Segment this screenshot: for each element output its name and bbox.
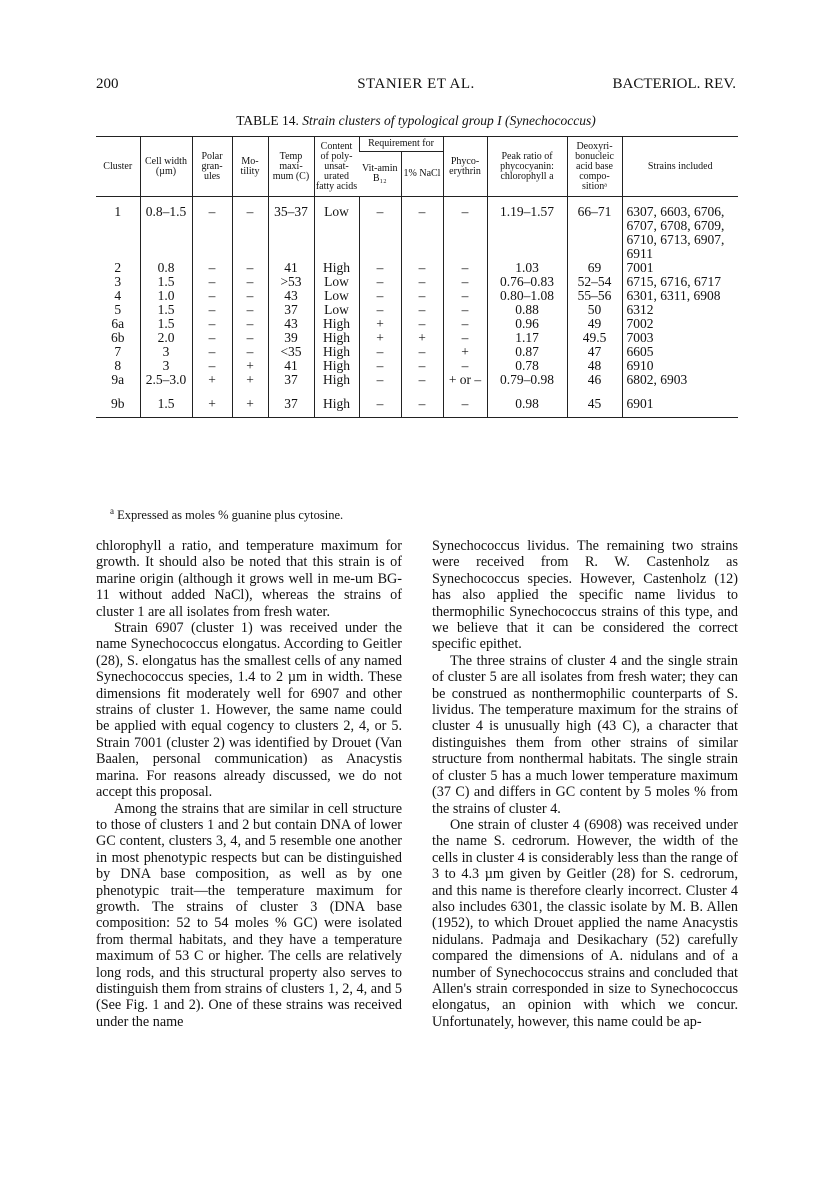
cell-cluster: 9b (96, 387, 140, 418)
cell-dna-composition: 49.5 (567, 331, 622, 345)
cell-polar-granules: – (192, 289, 232, 303)
cell-temp-max: 41 (268, 261, 314, 275)
cell-peak-ratio: 0.87 (487, 345, 567, 359)
cell-cluster: 9a (111, 372, 125, 387)
cell-cluster: 4 (114, 288, 122, 303)
cell-vitamin-b12: + (359, 331, 401, 345)
paragraph: Among the strains that are similar in cell structure to those of clusters 1 and 2 but contain DNA of lower GC content, clusters 3, 4, and 5 resemble one another in most phenotypic respects but can be distinguished by DNA base composition, as well as by one phenotypic trait—the temperature maximum for growth. The strains of cluster 3 (DNA base composition: 52 to 54 moles % GC) were isolated from thermal habitats, and they have a temperature maximum of 53 C or higher. The cells are relatively long rods, and this structural property also serves to distinguish them from strains of clusters 1, 2, 4, and 5 (See Fig. 1 and 2). One of these strains was received under the name (96, 800, 402, 1030)
cell-nacl: + (401, 331, 443, 345)
table-row (96, 331, 738, 345)
table-row (96, 387, 738, 418)
cell-cluster: 1 (114, 204, 122, 219)
cell-peak-ratio: 1.19–1.57 (487, 197, 567, 262)
cell-peak-ratio: 1.03 (487, 261, 567, 275)
cell-polar-granules: + (192, 387, 232, 418)
cell-nacl: – (401, 275, 443, 289)
cell-temp-max: 43 (268, 317, 314, 331)
cell-strains: 6802, 6903 (622, 373, 738, 387)
cell-temp-max: 41 (268, 359, 314, 373)
col-header-motility: Mo-tility (232, 137, 268, 197)
cell-motility: – (232, 197, 268, 262)
cell-phycoerythrin: – (443, 261, 487, 275)
cell-phycoerythrin: – (443, 317, 487, 331)
cell-temp-max: 39 (268, 331, 314, 345)
cell-cluster: 5 (114, 302, 122, 317)
cell-cluster: 7 (114, 344, 122, 359)
cell-cluster: 6a (111, 316, 125, 331)
cell-motility: – (232, 317, 268, 331)
paragraph: One strain of cluster 4 (6908) was received under the name S. cedrorum. However, the width of the cells in cluster 4 is considerably less than the range of 3 to 4.3 µm given by Geitler (28) for S. cedrorum, and this name is therefore clearly incorrect. Cluster 4 also includes 6301, the classic isolate by M. B. Allen (1952), to which Drouet applied the name Anacystis nidulans. Padmaja and Desikachary (52) carefully compared the dimensions of A. nidulans and of a number of Synechococcus strains and concluded that Allen's strain corresponded in size to Synechococcus elongatus, an opinion with which we concur. Unfortunately, however, this name could be ap- (432, 816, 738, 1030)
cell-cell-width: 0.8–1.5 (140, 197, 192, 262)
cell-strains: 7002 (622, 317, 738, 331)
cell-vitamin-b12: – (359, 373, 401, 387)
table-row (96, 197, 738, 262)
cell-nacl: – (401, 373, 443, 387)
table-row (96, 373, 738, 387)
cell-pufa: Low (314, 289, 359, 303)
table-row (96, 345, 738, 359)
table-row (96, 359, 738, 373)
running-header (96, 76, 736, 100)
cell-cluster: 6b (111, 330, 125, 345)
cell-cell-width: 1.5 (140, 387, 192, 418)
cell-dna-composition: 48 (567, 359, 622, 373)
cell-peak-ratio: 0.96 (487, 317, 567, 331)
cell-strains: 6715, 6716, 6717 (622, 275, 738, 289)
col-header-polar-granules: Polar gran-ules (192, 137, 232, 197)
table-row (96, 275, 738, 289)
cell-pufa: High (314, 345, 359, 359)
cell-vitamin-b12: – (359, 289, 401, 303)
page-number: 200 (96, 76, 119, 92)
cell-pufa: Low (314, 275, 359, 289)
cell-strains: 7001 (622, 261, 738, 275)
cell-dna-composition: 47 (567, 345, 622, 359)
cell-peak-ratio: 0.79–0.98 (487, 373, 567, 387)
cell-phycoerythrin: – (443, 303, 487, 317)
cell-pufa: High (314, 373, 359, 387)
running-authors: STANIER ET AL. (357, 76, 475, 92)
cell-strains: 6901 (622, 387, 738, 418)
cell-nacl: – (401, 197, 443, 262)
cell-cell-width: 0.8 (140, 261, 192, 275)
cell-polar-granules: – (192, 331, 232, 345)
cell-polar-granules: – (192, 261, 232, 275)
col-header-strains: Strains included (622, 137, 738, 197)
cell-peak-ratio: 0.88 (487, 303, 567, 317)
cell-motility: – (232, 345, 268, 359)
cell-polar-granules: + (192, 373, 232, 387)
col-header-nacl: 1% NaCl (401, 152, 443, 197)
col-header-dna-composition: Deoxyri-bonucleic acid base compo-sitionᵃ (567, 137, 622, 197)
cell-strains: 7003 (622, 331, 738, 345)
cell-cell-width: 2.0 (140, 331, 192, 345)
cell-phycoerythrin: – (443, 331, 487, 345)
cell-motility: – (232, 261, 268, 275)
cell-vitamin-b12: – (359, 345, 401, 359)
cell-motility: + (232, 373, 268, 387)
cell-vitamin-b12: – (359, 359, 401, 373)
cell-dna-composition: 66–71 (567, 197, 622, 262)
paragraph: The three strains of cluster 4 and the single strain of cluster 5 are all isolates from fresh water; they can be construed as nonthermophilic counterparts of S. lividus. The temperature maximum for the strains of cluster 4 is unusually high (43 C), a character that distinguishes them from other strains of similar structure from nonthermal habitats. The single strain of cluster 5 has a much lower temperature maximum (37 C) and differs in GC content by 5 moles % from the strains of cluster 4. (432, 652, 738, 817)
table-row (96, 303, 738, 317)
col-header-temp-max: Temp maxi-mum (C) (268, 137, 314, 197)
footnote-marker: a (110, 506, 114, 516)
cell-pufa: Low (314, 303, 359, 317)
cell-vitamin-b12: – (359, 197, 401, 262)
cell-temp-max: 37 (268, 303, 314, 317)
cell-temp-max: 43 (268, 289, 314, 303)
cell-pufa: High (314, 317, 359, 331)
cell-dna-composition: 52–54 (567, 275, 622, 289)
cell-strains: 6910 (622, 359, 738, 373)
cell-cell-width: 3 (140, 359, 192, 373)
cell-peak-ratio: 1.17 (487, 331, 567, 345)
cell-cluster: 8 (114, 358, 122, 373)
cell-dna-composition: 46 (567, 373, 622, 387)
cell-cell-width: 1.5 (140, 317, 192, 331)
cell-pufa: Low (314, 197, 359, 262)
col-header-vitamin-b12: Vit-amin B₁₂ (359, 152, 401, 197)
body-column-left (96, 538, 402, 1030)
cell-strains: 6312 (622, 303, 738, 317)
cell-motility: – (232, 275, 268, 289)
cell-polar-granules: – (192, 197, 232, 262)
cell-phycoerythrin: – (443, 289, 487, 303)
table-caption-title: Strain clusters of typological group I (Synechococcus) (302, 113, 596, 128)
cell-polar-granules: – (192, 317, 232, 331)
cell-cluster: 3 (114, 274, 122, 289)
cell-nacl: – (401, 345, 443, 359)
cell-peak-ratio: 0.76–0.83 (487, 275, 567, 289)
col-header-phycoerythrin: Phyco-erythrin (443, 137, 487, 197)
cell-cell-width: 3 (140, 345, 192, 359)
cell-phycoerythrin: + or – (443, 373, 487, 387)
cell-motility: – (232, 289, 268, 303)
cell-pufa: High (314, 387, 359, 418)
cell-vitamin-b12: – (359, 387, 401, 418)
table-caption-prefix: TABLE 14. (236, 113, 299, 128)
cell-cell-width: 2.5–3.0 (140, 373, 192, 387)
cell-vitamin-b12: – (359, 303, 401, 317)
col-header-cluster: Cluster (96, 137, 140, 197)
cell-peak-ratio: 0.80–1.08 (487, 289, 567, 303)
table-row (96, 289, 738, 303)
cell-cell-width: 1.0 (140, 289, 192, 303)
cell-phycoerythrin: + (443, 345, 487, 359)
table-row (96, 261, 738, 275)
cell-polar-granules: – (192, 303, 232, 317)
cell-vitamin-b12: – (359, 261, 401, 275)
cell-temp-max: 35–37 (268, 197, 314, 262)
table-caption (96, 113, 736, 129)
footnote-text: Expressed as moles % guanine plus cytosine. (117, 508, 344, 523)
paragraph: chlorophyll a ratio, and temperature maximum for growth. It should also be noted that this strain is of marine origin (although it grows well in me-um BG-11 without added NaCl), whereas the strains of cluster 1 are all isolates from fresh water. (96, 538, 402, 620)
journal-name: BACTERIOL. REV. (612, 76, 736, 92)
cell-dna-composition: 69 (567, 261, 622, 275)
cell-motility: + (232, 387, 268, 418)
cell-nacl: – (401, 387, 443, 418)
cell-phycoerythrin: – (443, 197, 487, 262)
cell-dna-composition: 45 (567, 387, 622, 418)
cell-cell-width: 1.5 (140, 275, 192, 289)
cell-nacl: – (401, 317, 443, 331)
cell-strains: 6307, 6603, 6706, 6707, 6708, 6709, 6710, 6713, 6907, 6911 (622, 197, 738, 262)
cell-polar-granules: – (192, 359, 232, 373)
cell-motility: + (232, 359, 268, 373)
cell-nacl: – (401, 303, 443, 317)
cell-pufa: High (314, 359, 359, 373)
table-row (96, 317, 738, 331)
cell-temp-max: 37 (268, 373, 314, 387)
cell-strains: 6605 (622, 345, 738, 359)
cell-dna-composition: 50 (567, 303, 622, 317)
cell-motility: – (232, 303, 268, 317)
cell-temp-max: <35 (268, 345, 314, 359)
cell-dna-composition: 55–56 (567, 289, 622, 303)
paragraph: Strain 6907 (cluster 1) was received under the name Synechococcus elongatus. According to Geitler (28), S. elongatus has the smallest cells of any named Synechococcus species, 1.4 to 2 µm in width. These dimensions fit moderately well for 6907 and other strains of cluster 1. However, the same name could be applied with equal cogency to clusters 2, 4, or 5. Strain 7001 (cluster 2) was identified by Drouet (Van Baalen, personal communication) as Anacystis marina. For reasons already discussed, we do not accept this proposal. (96, 620, 402, 801)
cell-peak-ratio: 0.98 (487, 387, 567, 418)
col-header-requirement: Requirement for (359, 137, 443, 152)
cell-phycoerythrin: – (443, 359, 487, 373)
body-column-right (432, 538, 738, 1030)
cell-nacl: – (401, 289, 443, 303)
cell-pufa: High (314, 331, 359, 345)
cell-motility: – (232, 331, 268, 345)
cell-polar-granules: – (192, 275, 232, 289)
cell-temp-max: 37 (268, 387, 314, 418)
cell-phycoerythrin: – (443, 275, 487, 289)
cell-pufa: High (314, 261, 359, 275)
cell-cell-width: 1.5 (140, 303, 192, 317)
strain-clusters-table (96, 136, 738, 418)
cell-polar-granules: – (192, 345, 232, 359)
table-footnote (110, 506, 343, 523)
paragraph: Synechococcus lividus. The remaining two strains were received from R. W. Castenholz as Synechococcus species. However, Castenholz (12) has also applied the specific name lividus to thermophilic Synechococcus strains of this type, and we believe that it can be considered the correct specific epithet. (432, 538, 738, 653)
cell-peak-ratio: 0.78 (487, 359, 567, 373)
cell-vitamin-b12: + (359, 317, 401, 331)
cell-phycoerythrin: – (443, 387, 487, 418)
cell-temp-max: >53 (268, 275, 314, 289)
cell-vitamin-b12: – (359, 275, 401, 289)
cell-nacl: – (401, 261, 443, 275)
col-header-cell-width: Cell width (µm) (140, 137, 192, 197)
cell-cluster: 2 (114, 260, 122, 275)
cell-dna-composition: 49 (567, 317, 622, 331)
col-header-peak-ratio: Peak ratio of phycocyanin: chlorophyll a (487, 137, 567, 197)
cell-strains: 6301, 6311, 6908 (622, 289, 738, 303)
col-header-pufa: Content of poly-unsat-urated fatty acids (314, 137, 359, 197)
cell-nacl: – (401, 359, 443, 373)
